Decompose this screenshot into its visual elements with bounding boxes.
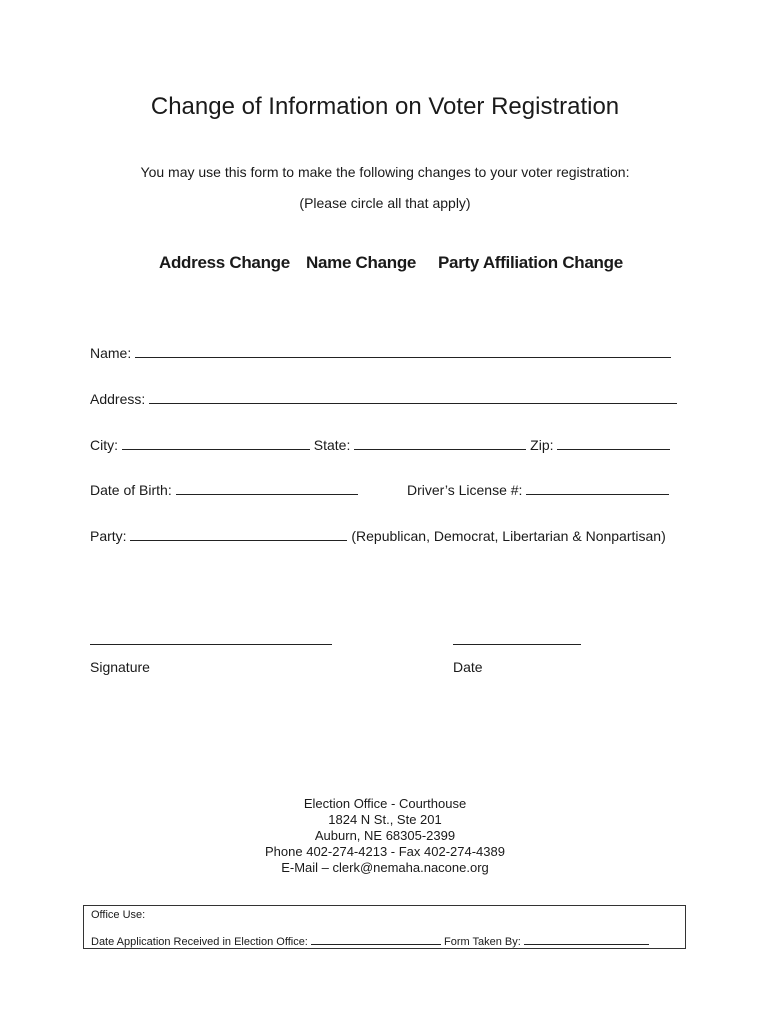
option-party-affiliation-change[interactable]: Party Affiliation Change [438,253,623,272]
date-line[interactable] [453,644,581,645]
received-field[interactable] [311,935,441,945]
form-title: Change of Information on Voter Registration [150,93,620,120]
office-street: 1824 N St., Ste 201 [328,812,442,827]
office-use-row [91,935,649,948]
license-row [407,481,669,498]
dob-field[interactable] [176,481,358,495]
address-row [90,390,677,407]
received-label: Date Application Received in Election Office: [91,936,308,948]
option-address-change[interactable]: Address Change [159,253,290,272]
city-row [90,436,670,453]
taken-by-label: Form Taken By: [444,936,521,948]
option-name-change[interactable]: Name Change [306,253,417,272]
signature-line[interactable] [90,644,332,645]
zip-label: Zip: [530,437,554,453]
office-phone: Phone 402-274-4213 - Fax 402-274-4389 [265,844,505,859]
license-label: Driver’s License #: [407,482,523,498]
office-city: Auburn, NE 68305-2399 [314,828,456,843]
dob-row [90,481,358,498]
party-label: Party: [90,528,127,544]
taken-by-field[interactable] [524,935,649,945]
dob-label: Date of Birth: [90,482,172,498]
office-address [0,796,770,876]
name-label: Name: [90,345,132,361]
city-field[interactable] [122,436,310,450]
signature-label: Signature [90,659,150,675]
office-email: E-Mail – clerk@nemaha.nacone.org [281,860,489,875]
state-label: State: [313,437,351,453]
address-field[interactable] [149,390,677,404]
zip-field[interactable] [557,436,670,450]
office-name: Election Office - Courthouse [303,796,467,811]
name-field[interactable] [135,344,671,358]
circle-note: (Please circle all that apply) [299,195,471,211]
party-row [90,527,666,544]
license-field[interactable] [526,481,669,495]
address-label: Address: [90,391,146,407]
date-label: Date [453,659,483,675]
intro-text: You may use this form to make the following changes to your voter registration: [140,164,630,180]
city-label: City: [90,437,118,453]
party-hint: (Republican, Democrat, Libertarian & Nonpartisan) [351,528,666,544]
state-field[interactable] [354,436,526,450]
office-use-box [83,905,686,949]
name-row [90,344,671,361]
office-use-heading: Office Use: [91,909,146,921]
party-field[interactable] [130,527,347,541]
